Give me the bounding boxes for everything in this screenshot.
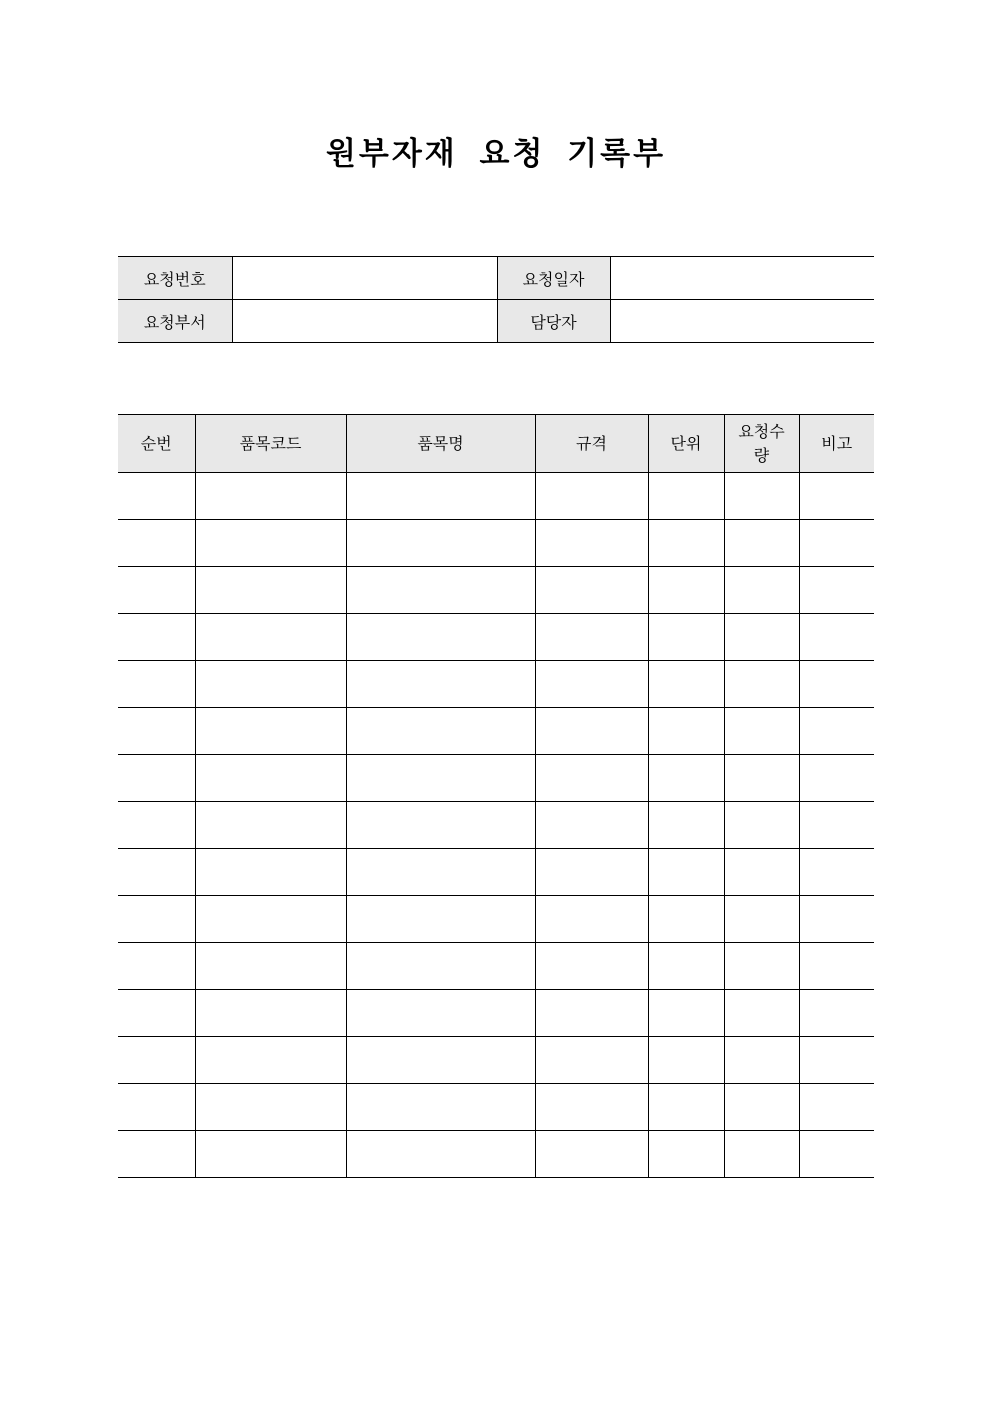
cell-qty[interactable] xyxy=(724,614,799,661)
cell-spec[interactable] xyxy=(535,614,648,661)
table-row xyxy=(118,661,874,708)
items-header-row xyxy=(118,415,874,473)
cell-spec[interactable] xyxy=(535,755,648,802)
table-row xyxy=(118,708,874,755)
cell-spec[interactable] xyxy=(535,1084,648,1131)
cell-remarks[interactable] xyxy=(799,896,874,943)
cell-seq[interactable] xyxy=(118,896,195,943)
cell-spec[interactable] xyxy=(535,520,648,567)
cell-seq[interactable] xyxy=(118,1084,195,1131)
cell-item-code[interactable] xyxy=(195,614,346,661)
cell-seq[interactable] xyxy=(118,520,195,567)
cell-spec[interactable] xyxy=(535,990,648,1037)
cell-remarks[interactable] xyxy=(799,802,874,849)
header-item-code: 품목코드 xyxy=(195,415,346,473)
header-item-name: 품목명 xyxy=(346,415,535,473)
cell-unit[interactable] xyxy=(648,1084,724,1131)
cell-seq[interactable] xyxy=(118,755,195,802)
cell-item-name[interactable] xyxy=(346,943,535,990)
cell-spec[interactable] xyxy=(535,849,648,896)
cell-item-code[interactable] xyxy=(195,990,346,1037)
cell-item-code[interactable] xyxy=(195,1037,346,1084)
cell-item-code[interactable] xyxy=(195,567,346,614)
cell-item-name[interactable] xyxy=(346,520,535,567)
request-info-table xyxy=(118,256,874,343)
cell-remarks[interactable] xyxy=(799,520,874,567)
cell-seq[interactable] xyxy=(118,849,195,896)
table-row xyxy=(118,896,874,943)
document-title: 원부자재 요청 기록부 xyxy=(325,136,667,172)
cell-spec[interactable] xyxy=(535,1131,648,1178)
cell-item-name[interactable] xyxy=(346,1084,535,1131)
cell-spec[interactable] xyxy=(535,802,648,849)
cell-item-name[interactable] xyxy=(346,708,535,755)
cell-remarks[interactable] xyxy=(799,990,874,1037)
cell-spec[interactable] xyxy=(535,708,648,755)
cell-remarks[interactable] xyxy=(799,755,874,802)
cell-item-name[interactable] xyxy=(346,1037,535,1084)
cell-seq[interactable] xyxy=(118,473,195,520)
request-dept-field[interactable] xyxy=(232,300,497,343)
table-row xyxy=(118,849,874,896)
cell-spec[interactable] xyxy=(535,661,648,708)
header-unit: 단위 xyxy=(648,415,724,473)
cell-qty[interactable] xyxy=(724,943,799,990)
cell-seq[interactable] xyxy=(118,1131,195,1178)
manager-label: 담당자 xyxy=(497,300,610,343)
cell-unit[interactable] xyxy=(648,1037,724,1084)
header-qty: 요청수량 xyxy=(724,415,799,473)
manager-field[interactable] xyxy=(610,300,874,343)
cell-seq[interactable] xyxy=(118,802,195,849)
cell-item-name[interactable] xyxy=(346,849,535,896)
cell-qty[interactable] xyxy=(724,849,799,896)
cell-item-name[interactable] xyxy=(346,896,535,943)
table-row xyxy=(118,520,874,567)
cell-item-name[interactable] xyxy=(346,567,535,614)
cell-spec[interactable] xyxy=(535,943,648,990)
cell-remarks[interactable] xyxy=(799,708,874,755)
cell-item-code[interactable] xyxy=(195,755,346,802)
cell-seq[interactable] xyxy=(118,990,195,1037)
info-row-1 xyxy=(118,257,874,300)
header-remarks: 비고 xyxy=(799,415,874,473)
header-seq: 순번 xyxy=(118,415,195,473)
table-row xyxy=(118,1037,874,1084)
table-row xyxy=(118,802,874,849)
cell-unit[interactable] xyxy=(648,567,724,614)
cell-unit[interactable] xyxy=(648,896,724,943)
cell-qty[interactable] xyxy=(724,896,799,943)
cell-item-code[interactable] xyxy=(195,708,346,755)
cell-remarks[interactable] xyxy=(799,661,874,708)
cell-item-code[interactable] xyxy=(195,849,346,896)
info-row-2 xyxy=(118,300,874,343)
cell-item-name[interactable] xyxy=(346,473,535,520)
cell-seq[interactable] xyxy=(118,943,195,990)
cell-unit[interactable] xyxy=(648,520,724,567)
cell-remarks[interactable] xyxy=(799,1131,874,1178)
request-date-label: 요청일자 xyxy=(497,257,610,300)
cell-item-name[interactable] xyxy=(346,802,535,849)
table-row xyxy=(118,1131,874,1178)
cell-seq[interactable] xyxy=(118,1037,195,1084)
cell-item-name[interactable] xyxy=(346,1131,535,1178)
request-dept-label: 요청부서 xyxy=(118,300,232,343)
cell-item-code[interactable] xyxy=(195,473,346,520)
cell-unit[interactable] xyxy=(648,849,724,896)
table-row xyxy=(118,943,874,990)
cell-unit[interactable] xyxy=(648,708,724,755)
cell-item-name[interactable] xyxy=(346,755,535,802)
cell-qty[interactable] xyxy=(724,802,799,849)
cell-spec[interactable] xyxy=(535,896,648,943)
cell-qty[interactable] xyxy=(724,567,799,614)
cell-remarks[interactable] xyxy=(799,1084,874,1131)
header-spec: 규격 xyxy=(535,415,648,473)
table-row xyxy=(118,614,874,661)
cell-unit[interactable] xyxy=(648,473,724,520)
cell-item-code[interactable] xyxy=(195,943,346,990)
request-date-field[interactable] xyxy=(610,257,874,300)
cell-qty[interactable] xyxy=(724,473,799,520)
cell-seq[interactable] xyxy=(118,614,195,661)
cell-seq[interactable] xyxy=(118,661,195,708)
cell-seq[interactable] xyxy=(118,708,195,755)
cell-qty[interactable] xyxy=(724,1037,799,1084)
cell-item-code[interactable] xyxy=(195,1131,346,1178)
cell-qty[interactable] xyxy=(724,520,799,567)
cell-qty[interactable] xyxy=(724,708,799,755)
cell-qty[interactable] xyxy=(724,990,799,1037)
cell-remarks[interactable] xyxy=(799,849,874,896)
cell-unit[interactable] xyxy=(648,755,724,802)
cell-remarks[interactable] xyxy=(799,943,874,990)
cell-unit[interactable] xyxy=(648,661,724,708)
cell-item-code[interactable] xyxy=(195,661,346,708)
cell-unit[interactable] xyxy=(648,990,724,1037)
cell-item-code[interactable] xyxy=(195,520,346,567)
cell-spec[interactable] xyxy=(535,473,648,520)
cell-unit[interactable] xyxy=(648,943,724,990)
cell-qty[interactable] xyxy=(724,755,799,802)
cell-qty[interactable] xyxy=(724,661,799,708)
cell-qty[interactable] xyxy=(724,1131,799,1178)
cell-unit[interactable] xyxy=(648,1131,724,1178)
cell-item-name[interactable] xyxy=(346,661,535,708)
request-no-field[interactable] xyxy=(232,257,497,300)
cell-item-code[interactable] xyxy=(195,1084,346,1131)
cell-remarks[interactable] xyxy=(799,1037,874,1084)
cell-remarks[interactable] xyxy=(799,567,874,614)
table-row xyxy=(118,990,874,1037)
table-row xyxy=(118,755,874,802)
items-body xyxy=(118,473,874,1178)
cell-item-code[interactable] xyxy=(195,802,346,849)
cell-unit[interactable] xyxy=(648,802,724,849)
items-table xyxy=(118,414,874,1178)
table-row xyxy=(118,1084,874,1131)
table-row xyxy=(118,473,874,520)
cell-remarks[interactable] xyxy=(799,614,874,661)
cell-spec[interactable] xyxy=(535,567,648,614)
cell-qty[interactable] xyxy=(724,1084,799,1131)
cell-spec[interactable] xyxy=(535,1037,648,1084)
cell-unit[interactable] xyxy=(648,614,724,661)
cell-item-name[interactable] xyxy=(346,614,535,661)
cell-item-code[interactable] xyxy=(195,896,346,943)
request-no-label: 요청번호 xyxy=(118,257,232,300)
table-row xyxy=(118,567,874,614)
cell-item-name[interactable] xyxy=(346,990,535,1037)
cell-remarks[interactable] xyxy=(799,473,874,520)
cell-seq[interactable] xyxy=(118,567,195,614)
